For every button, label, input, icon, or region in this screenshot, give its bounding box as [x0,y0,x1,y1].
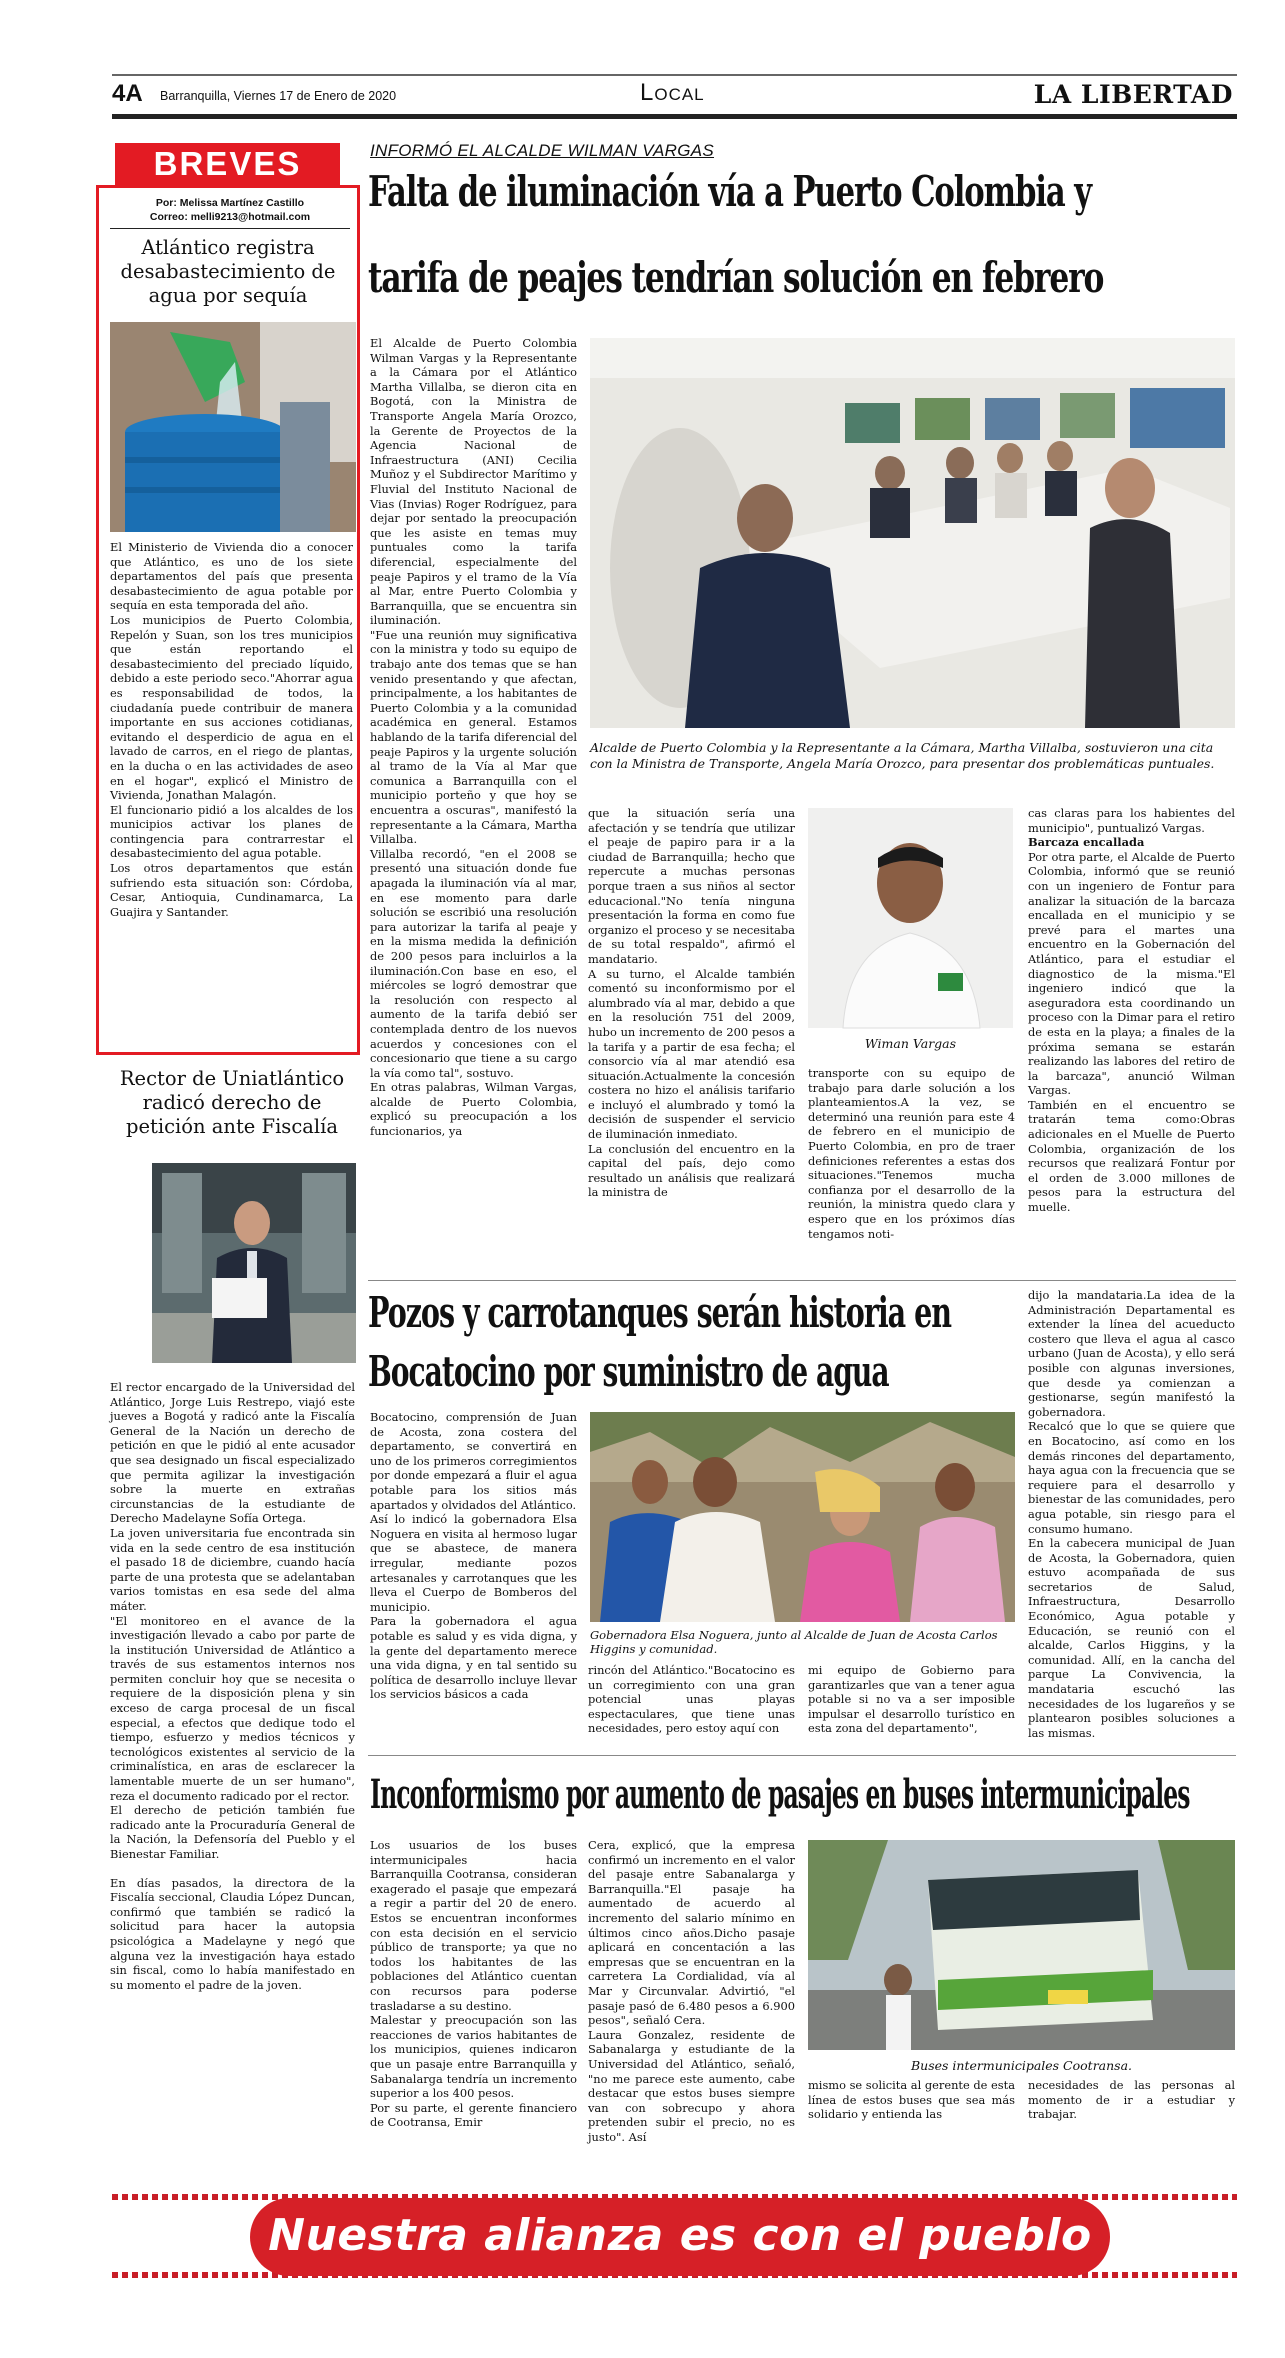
breves-rule [110,228,350,229]
pozos-c4-p3: En la cabecera municipal de Juan de Acosta, la Gobernadora, quien estuvo acompañada de sus secretarios de Salud, Infraestructura, Desarrollo Económico, Agua potable y Educación, se reunió con el alcalde, Carlos Higgins, y la comunidad. Allí, en la cancha del parque La Convivencia, la mandataria escuchó las necesidades de los lugareños y se plantearon posibles soluciones a las mismas. [1028,1536,1235,1740]
vargas-portrait [808,808,1013,1028]
lead-c2-p3: La conclusión del encuentro en la capital del país, dejo como resultado un análisis que realizará la ministra de [588,1141,795,1200]
pozos-col-3 [808,1663,1015,1753]
meeting-caption: Alcalde de Puerto Colombia y la Representante a la Cámara, Martha Villalba, sostuvieron una cita con la Ministra de Transporte, Angela María Orozco, para presentar dos problemáticas puntuales. [590,740,1215,771]
buses-c1-p2: Malestar y preocupación son las reacciones de varios habitantes de los municipios, quienes indicaron que un pasaje entre Barranquilla y Sabanalarga tendría un incremento superior a los 400 pesos. [370,2013,577,2101]
lead-subhead: Barcaza encallada [1028,835,1145,850]
breves-p3: El funcionario pidió a los alcaldes de los municipios activar los planes de contingencia para contrarrestar el desabastecimiento del agua potable. [110,802,353,861]
rule-buses [368,1755,1236,1756]
rector-p4: El derecho de petición también fue radicado ante la Procuraduría General de la Nación, la Defensoría del Pueblo y el Bienestar Familiar. [110,1803,355,1861]
rector-p1: El rector encargado de la Universidad del Atlántico, Jorge Luis Restrepo, viajó este jueves a Bogotá y radicó ante la Fiscalía General de la Nación un derecho de petición en que le pidió al ente acusador que sea designado un fiscal especializado que permita agilizar la investigación sobre la muerte en extrañas circunstancias de la estudiante de Derecho Madelayne Sofía Ortega. [110,1380,355,1526]
rector-p6: En días pasados, la directora de la Fiscalía seccional, Claudia López Duncan, confirmó que también se radicó la solicitud para hacer la autopsia psicológica a Madelayne y negó que alguna vez la investigación haya estado sin fiscal, como lo había manifestado en su momento el padre de la joven. [110,1875,355,1992]
rule-pozos [368,1280,1236,1281]
pozos-c4-p1: dijo la mandataria.La idea de la Administración Departamental es extender la línea del acueducto costero que lleva el agua al casco urbano (Juan de Acosta), y ello será posible con algunas inversiones, que desde ya comienzan a gestionarse, según manifestó la gobernadora. [1028,1288,1235,1419]
rector-photo [152,1163,356,1363]
pozos-c1-p3: Para la gobernadora el agua potable es salud y es vida digna, y la gente del departamento merece una vida digna, y en tal sentido su política de desarrollo incluye llevar los servicios básicos a cada [370,1614,577,1702]
lead-c1-p3: Villalba recordó, "en el 2008 se presentó una situación donde fue apagada la iluminación vía al mar, en ese momento para darle solución se escribió una resolución para autorizar la tarifa al peaje y en la misma medida la definición de 200 pesos para incluirlos a la iluminación.Con base en eso, el miércoles se logró demostrar que la resolución con respecto al aumento de la tarifa debió ser contemplada dentro de los nuevos acuerdos y concesiones con el concesionario que tiene a su cargo la vía como tal", sostuvo. [370,846,577,1080]
buses-col-1 [370,1838,577,2130]
lead-c3-p1: transporte con su equipo de trabajo para darle solución a los planteamientos.A la vez, se determinó una reunión para este 4 de febrero en el municipio de Puerto Colombia, en pro de traer definiciones referentes a estas dos situaciones."Tenemos mucha confianza por el desarrollo de la reunión, la ministra quedo clara y espero que en los próximos días tengamos noti- [808,1066,1015,1241]
lead-kicker: INFORMÓ EL ALCALDE WILMAN VARGAS [370,141,715,160]
pozos-c4-p2: Recalcó que lo que se quiere que en Bocatocino, así como en los demás rincones del departamento, haya agua con la frecuencia que se requiere para el desarrollo y bienestar de las comunidades, pero agua potable, sin riesgo para el consumo humano. [1028,1419,1235,1536]
lead-c2-p1: que la situación sería una afectación y se tendría que utilizar el peaje de papiro para ir a la ciudad de Barranquilla; hecho que repercute a muchas personas porque traen a sus niños al sector educacional."No tenía ninguna presentación la forma en como fue organizo el proceso y se necesitaba de su total respaldo", afirmó el mandatario. [588,806,795,966]
noguera-caption: Gobernadora Elsa Noguera, junto al Alcalde de Juan de Acosta Carlos Higgins y comunidad. [590,1628,998,1656]
bus-photo [808,1840,1235,2050]
breves-p2: Los municipios de Puerto Colombia, Repelón y Suan, son los tres municipios que están reportando el desabastecimiento del preciado líquido, debido a este periodo seco."Ahorrar agua es responsabilidad de todos, la ciudadanía puede contribuir de manera importante en sus acciones cotidianas, evitando el desperdicio de agua en el lavado de carros, en el riego de plantas, en la ducha o en las actividades de aseo en el hogar", explicó el Ministro de Vivienda, Jonathan Malagón. [110,612,353,803]
lead-c4-p3: También en el encuentro se tratarán tema como:Obras adicionales en el Muelle de Puerto Colombia, organización de los recursos que realizará Fontur por el orden de 3.000 millones de pesos para la estructura del muelle. [1028,1097,1235,1215]
lead-headline-2: tarifa de peajes tendrían solución en febrero [368,253,1104,302]
buses-c2-p2: Laura Gonzalez, residente de Sabanalarga y estudiante de la Universidad del Atlántico, señaló, "no me parece este aumento, cabe destacar que estos buses siempre van con sobrecupo y ahora pretenden subir el precio, no es justo". Así [588,2027,795,2144]
rector-p3: "El monitoreo en el avance de la investigación llevado a cabo por parte de la institución Universidad de Atlántico a través de sus estamentos internos nos permiten concluir hoy que se necesita o requiere de la disposición plena y sin exceso de carga procesal de un fiscal especial, a efectos que dedique todo el tiempo, esfuerzo y medios técnicos y tecnológicos existentes al servicio de la criminalística, en aras de esclarecer la lamentable muerte de un ser humano", reza el documento radicado por el rector. [110,1613,355,1803]
lead-c2-p2: A su turno, el Alcalde también comentó su inconformismo por el alumbrado vía al mar, debido a que en la resolución 751 del 2009, hubo un incremento de 200 pesos a la tarifa y a partir de esa fecha; el consorcio vía al mar atendió esa situación.Actualmente la concesión costera no hizo el análisis tarifario e incluyó el alumbrado y tomó la decisión de suspender el servicio de iluminación inmediato. [588,966,795,1142]
rector-body [110,1380,355,2030]
buses-col-4 [1028,2078,1235,2122]
lead-col-2 [588,806,795,1306]
rector-p2: La joven universitaria fue encontrada sin vida en la sede centro de esa institución el pasado 18 de diciembre, cuando hacía parte de una protesta que se adelantaban varios tomistas en esa sede del alma máter. [110,1525,355,1613]
pozos-headline-1: Pozos y carrotanques serán historia en [368,1288,951,1337]
vargas-caption: Wiman Vargas [864,1036,957,1051]
banner-text: Nuestra alianza es con el pueblo [268,2210,1092,2261]
buses-headline: Inconformismo por aumento de pasajes en buses intermunicipales [370,1771,1190,1818]
lead-col-1 [370,336,577,1306]
pozos-headline-2: Bocatocino por suministro de agua [368,1347,889,1396]
bus-caption: Buses intermunicipales Cootransa. [910,2058,1133,2073]
pozos-c1-p1: Bocatocino, comprensión de Juan de Acosta, zona costera del departamento, se convertirá en uno de los primeros corregimientos por donde empezará a fluir el agua potable para los sitios más apartados y olvidados del Atlántico. [370,1410,577,1512]
buses-col-3 [808,2078,1015,2122]
buses-c1-p1: Los usuarios de los buses intermunicipales hacia Barranquilla Cootransa, consideran exagerado el pasaje que empezará a regir a partir del 20 de enero. Estos se encuentran inconformes con esta decisión en el servicio público de transporte; ya que no todos los habitantes de las poblaciones del Atlántico cuentan con recursos para poderse trasladarse a su destino. [370,1838,577,2013]
pozos-c2-p1: rincón del Atlántico."Bocatocino es un corregimiento con una gran potencial unas playas espectaculares, que tiene unas necesidades, pero estoy aquí con [588,1663,795,1736]
page-number: 4A [112,80,143,107]
buses-c2-p1: Cera, explicó, que la empresa confirmó un incremento en el valor del pasaje entre Sabanalarga y Barranquilla."El pasaje ha aumentado de acuerdo al incremento del salario mínimo en últimos cinco años.Dicho pasaje aplicará en concentación a las empresas que se encuentran en la carretera La Cordialidad, vía al Mar y Circunvalar. Advirtió, "el pasaje pasó de 6.480 pesos a 6.900 pesos", señaló Cera. [588,1838,795,2028]
buses-c4-p1: necesidades de las personas al momento de ir a estudiar y trabajar. [1028,2078,1235,2122]
dateline: Barranquilla, Viernes 17 de Enero de 2020 [160,89,397,103]
pozos-c1-p2: Así lo indicó la gobernadora Elsa Noguera en visita al hermoso lugar que se abastece, de manera irregular, mediante pozos artesanales y carrotanques que les lleva el Cuerpo de Bomberos del municipio. [370,1512,577,1614]
breves-body [110,540,353,1045]
masthead-name: LA LIBERTAD [1033,80,1233,109]
breves-p1: El Ministerio de Vivienda dio a conocer que Atlántico, es uno de los siete departamentos del país que presenta desabastecimiento de agua potable por sequía en esta temporada del año. [110,540,353,613]
lead-headline-1: Falta de iluminación vía a Puerto Colombia y [368,167,1091,216]
buses-c1-p3: Por su parte, el gerente financiero de Cootransa, Emir [370,2100,577,2130]
meeting-photo [590,338,1235,728]
lead-c1-p1: El Alcalde de Puerto Colombia Wilman Vargas y la Representante a la Cámara por el Atlántico Martha Villalba, se dieron cita en Bogotá, con la Ministra de Transporte Angela María Orozco, la Gerente de Proyectos de la Agencia Nacional de Infraestructura (ANI) Cecilia Muñoz y el Subdirector Marítimo y Fluvial del Instituto Nacional de Vias (Invias) Roger Rodríguez, para dejar por sentado la preocupación que les asiste en temas muy puntuales como la tarifa diferencial, especialmente del peaje Papiros y el tramo de la Vía al Mar, entre Puerto Colombia y Barranquilla, que se encuentra sin iluminación. [370,336,577,628]
pozos-col-1 [370,1410,577,1750]
lead-c4-p1: cas claras para los habientes del municipio", puntualizó Vargas. [1028,806,1235,835]
header-rule [112,114,1237,119]
pozos-col-2 [588,1663,795,1753]
section-title: Local [640,79,705,106]
header-top-rule [112,74,1237,76]
rector-p5 [110,1862,355,1876]
lead-c1-p4: En otras palabras, Wilman Vargas, alcalde de Puerto Colombia, explicó su preocupación a los funcionarios, ya [370,1080,577,1139]
breves-byline: Por: Melissa Martínez Castillo [155,197,305,209]
lead-col-3 [808,1066,1015,1306]
noguera-photo [590,1412,1015,1622]
lead-c4-p2: Por otra parte, el Alcalde de Puerto Colombia, informó que se reunió con un ingeniero de Fontur para analizar la situación de la barcaza encallada en el municipio y se prevé para el martes una encuentro en la Gobernación del Atlántico, para el estudiar el diagnostico de la misma."El ingeniero indicó que la aseguradora esta coordinando un proceso con la Dimar para el retiro de esta en la playa; a finales de la próxima semana se estarán realizando las labores del retiro de la barcaza", anunció Wilman Vargas. [1028,849,1235,1098]
rector-title: Rector de Uniatlántico radicó derecho de petición ante Fiscalía [119,1067,345,1138]
lead-col-4 [1028,806,1235,1306]
buses-c3-p1: mismo se solicita al gerente de esta línea de estos buses que sea más solidario y entienda las [808,2078,1015,2122]
breves-title: Atlántico registra desabastecimiento de agua por sequía [120,236,336,307]
pozos-c3-p1: mi equipo de Gobierno para garantizarles que van a tener agua potable si no va a ser imposible impulsar el desarrollo turístico en esta zona del departamento", [808,1663,1015,1736]
breves-label: BREVES [115,143,340,185]
water-photo [110,322,356,532]
buses-col-2 [588,1838,795,2144]
pozos-col-4 [1028,1288,1235,1750]
breves-p4: Los otros departamentos que están sufriendo esta situación son: Córdoba, Cesar, Antioquia, Cundinamarca, La Guajira y Santander. [110,861,353,919]
lead-c1-p2: "Fue una reunión muy significativa con la ministra y todo su equipo de trabajo ante dos temas que se han venido presentando y que afectan, principalmente, a los habitantes de Puerto Colombia y a la comunidad académica en general. Estamos hablando de la tarifa diferencial del peaje Papiros y la urgente solución al tramo de la Vía al Mar que comunica a Barranquilla con el municipio porteño y que hoy se encuentra a oscuras", manifestó la representante a la Cámara, Martha Villalba. [370,627,577,847]
breves-email: Correo: melli9213@hotmail.com [149,211,311,223]
